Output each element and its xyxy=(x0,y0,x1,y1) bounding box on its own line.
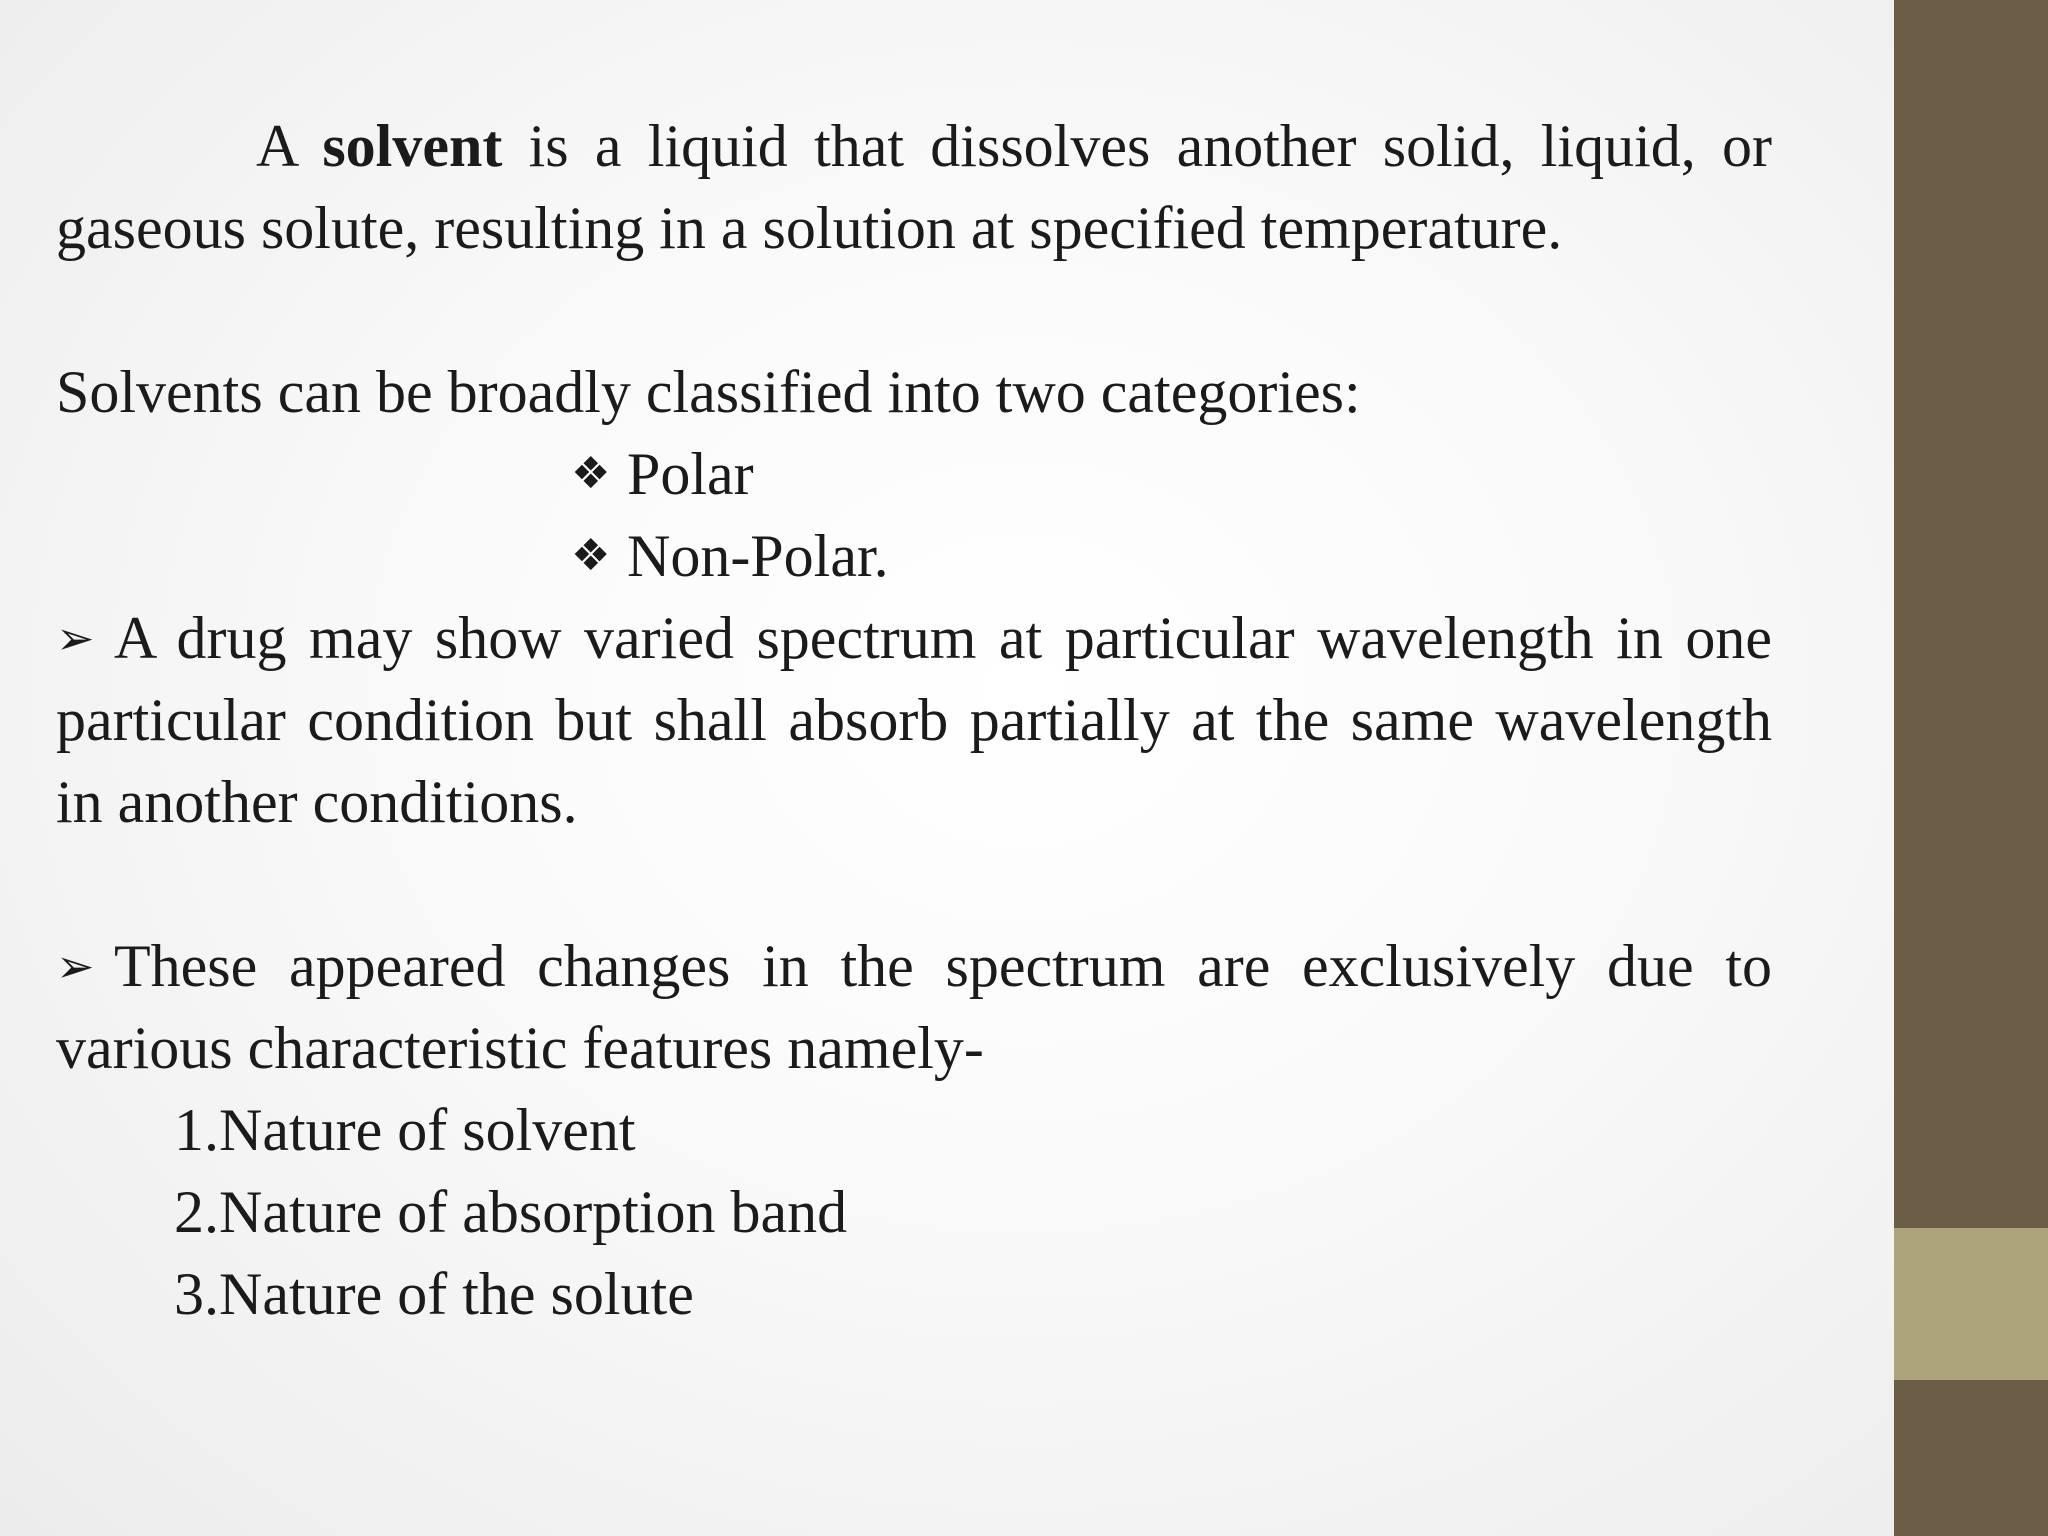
category-item-non-polar xyxy=(56,515,1772,597)
definition-term: solvent xyxy=(322,113,503,179)
paragraph-spacer xyxy=(56,843,1772,925)
paragraph-spacer xyxy=(56,269,1772,351)
feature-item: 3.Nature of the solute xyxy=(174,1261,694,1327)
arrow-bullet-icon: ➢ xyxy=(56,939,95,993)
category-item-polar xyxy=(56,433,1772,515)
decorative-sidebar-accent xyxy=(1894,1228,2048,1380)
feature-item: 1.Nature of solvent xyxy=(174,1097,636,1163)
feature-item: 2.Nature of absorption band xyxy=(174,1179,848,1245)
category-label: Non-Polar. xyxy=(627,523,889,589)
diamond-bullet-icon: ❖ xyxy=(571,530,611,581)
classification-intro: Solvents can be broadly classified into two categories: xyxy=(56,359,1361,425)
solvent-definition xyxy=(56,105,1772,269)
arrow-bullet-icon: ➢ xyxy=(56,611,95,665)
point-text: These appeared changes in the spectrum are exclusively due to various characteristic features namely- xyxy=(56,933,1772,1081)
slide-content xyxy=(56,105,1772,1335)
point-drug-spectrum xyxy=(56,597,1772,843)
definition-article: A xyxy=(256,113,297,179)
category-label: Polar xyxy=(627,441,754,507)
definition-text: is a liquid that dissolves another solid, liquid, or gaseous solute, resulting in a solution at specified temperature. xyxy=(56,113,1773,261)
point-spectrum-changes xyxy=(56,925,1772,1089)
diamond-bullet-icon: ❖ xyxy=(571,448,611,499)
point-text: A drug may show varied spectrum at particular wavelength in one particular condition but shall absorb partially at the same wavelength in another conditions. xyxy=(56,605,1772,835)
